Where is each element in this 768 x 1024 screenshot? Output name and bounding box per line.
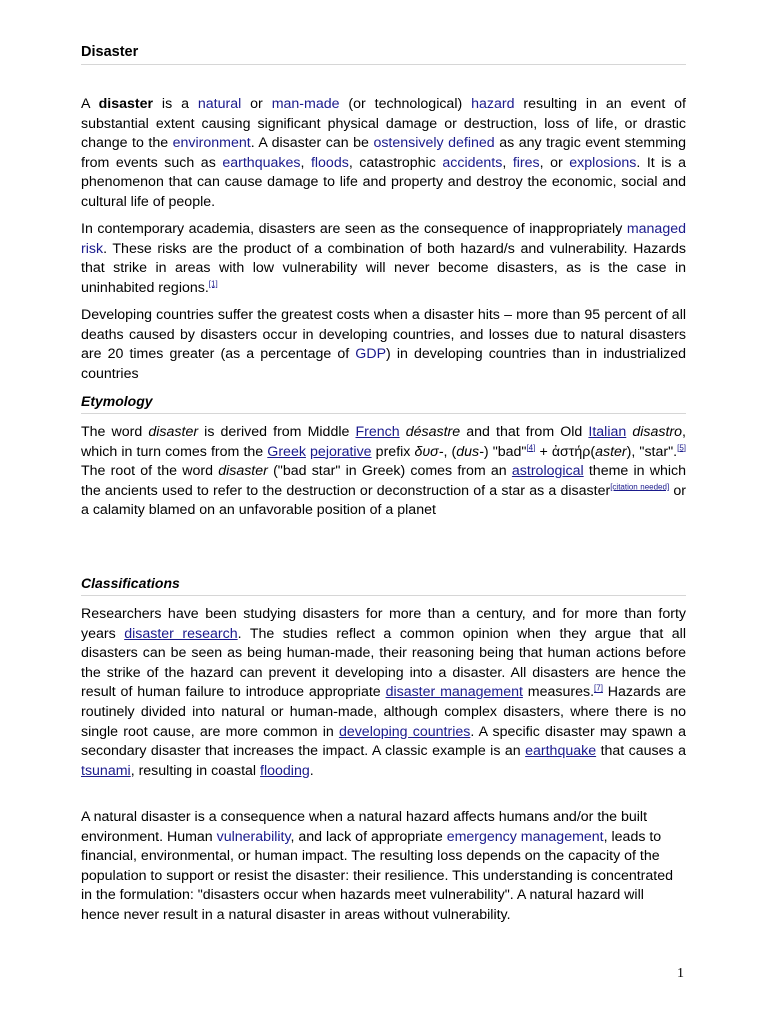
citation-5[interactable]: [5] bbox=[677, 442, 686, 452]
heading-etymology: Etymology bbox=[81, 393, 686, 414]
link-greek[interactable]: Greek bbox=[267, 443, 306, 460]
link-man-made[interactable]: man-made bbox=[271, 96, 340, 112]
term-disaster: disaster bbox=[98, 96, 154, 112]
link-disaster-research[interactable]: disaster research bbox=[124, 625, 238, 642]
citation-4[interactable]: [4] bbox=[526, 442, 536, 452]
link-italian[interactable]: Italian bbox=[588, 424, 627, 440]
link-fires[interactable]: fires bbox=[512, 154, 540, 171]
link-natural[interactable]: natural bbox=[197, 96, 242, 112]
link-managed-risk[interactable]: managed risk bbox=[81, 221, 686, 257]
link-earthquakes[interactable]: earthquakes bbox=[222, 154, 301, 171]
link-tsunami[interactable]: tsunami bbox=[81, 762, 131, 779]
link-emergency-management[interactable]: emergency management bbox=[446, 828, 604, 845]
link-astrological[interactable]: astrological bbox=[511, 463, 584, 480]
natural-disaster-paragraph: A natural disaster is a consequence when a natural hazard affects humans and/or the built environment. Human vulnerability, and lack of appropriate emergency management, leads to financial, environmental, or human impact. The resulting loss depends on the capacity of the population to support or resist the disaster: their resilience. This understanding is concentrated in the formulation: "disasters occur when hazards meet vulnerability". A natural hazard will hence never result in a natural disaster in areas without vulnerability. bbox=[81, 809, 674, 923]
link-explosions[interactable]: explosions bbox=[569, 154, 637, 171]
link-disaster-management[interactable]: disaster management bbox=[385, 684, 523, 701]
developing-countries-paragraph: Developing countries suffer the greatest costs when a disaster hits – more than 95 percent of all deaths caused by disasters occur in developing countries, and losses due to natural disasters are 20 times greater (as a percentage of GDP) in developing countries than in industrialized countries bbox=[81, 307, 686, 382]
etymology-paragraph: The word disaster is derived from Middle French désastre and that from Old Italian disastro, which in turn comes from the Greek pejorative prefix δυσ-, (dus-) "bad"[4] + ἀστήρ(aster), "star".[5] The root of the word disaster ("bad star" in Greek) comes from an astrological theme in which the ancients used to refer to the destruction or deconstruction of a star as a disaster[citation needed] or a calamity blamed on an unfavorable position of a planet bbox=[81, 424, 687, 519]
link-french[interactable]: French bbox=[355, 424, 400, 440]
link-vulnerability[interactable]: vulnerability bbox=[216, 828, 291, 845]
link-pejorative[interactable]: pejorative bbox=[310, 443, 372, 460]
citation-7[interactable]: [7] bbox=[594, 683, 603, 693]
link-earthquake[interactable]: earthquake bbox=[525, 743, 597, 760]
classifications-paragraph: Researchers have been studying disasters for more than a century, and for more than forty years disaster research. The studies reflect a common opinion when they argue that all disasters can be seen as being human-made, their reasoning being that human actions before the strike of the hazard can prevent it developing into a disaster. All disasters are hence the result of human failure to introduce appropriate disaster management measures.[7] Hazards are routinely divided into natural or human-made, although complex disasters, where there is no single root cause, are more common in developing countries. A specific disaster may spawn a secondary disaster that increases the impact. A classic example is an earthquake that causes a tsunami, resulting in coastal flooding. bbox=[81, 606, 686, 779]
citation-1[interactable]: [1] bbox=[208, 279, 218, 289]
page-number: 1 bbox=[677, 966, 684, 981]
link-accidents[interactable]: accidents bbox=[442, 154, 503, 171]
citation-needed[interactable]: [citation needed] bbox=[610, 482, 670, 492]
link-hazard[interactable]: hazard bbox=[471, 96, 515, 112]
link-floods[interactable]: floods bbox=[310, 154, 349, 171]
link-ostensively-defined[interactable]: ostensively defined bbox=[373, 135, 495, 152]
link-flooding[interactable]: flooding bbox=[260, 762, 310, 779]
link-gdp[interactable]: GDP bbox=[355, 346, 387, 363]
link-developing-countries[interactable]: developing countries bbox=[338, 723, 471, 740]
link-environment[interactable]: environment bbox=[172, 135, 251, 152]
page-title: Disaster bbox=[81, 44, 686, 65]
academia-paragraph: In contemporary academia, disasters are seen as the consequence of inappropriately managed risk. These risks are the product of a combination of both hazard/s and vulnerability. Hazards that strike in areas with low vulnerability will never become disasters, as is the case in uninhabited regions.[1] bbox=[81, 221, 686, 296]
intro-paragraph: A disaster is a natural or man-made (or technological) hazard resulting in an event of substantial extent causing significant physical damage or destruction, loss of life, or drastic change to the environment. A disaster can be ostensively defined as any tragic event stemming from events such as earthquakes, floods, catastrophic accidents, fires, or explosions. It is a phenomenon that can cause damage to life and property and destroy the economic, social and cultural life of people. bbox=[81, 96, 687, 210]
heading-classifications: Classifications bbox=[81, 575, 686, 596]
